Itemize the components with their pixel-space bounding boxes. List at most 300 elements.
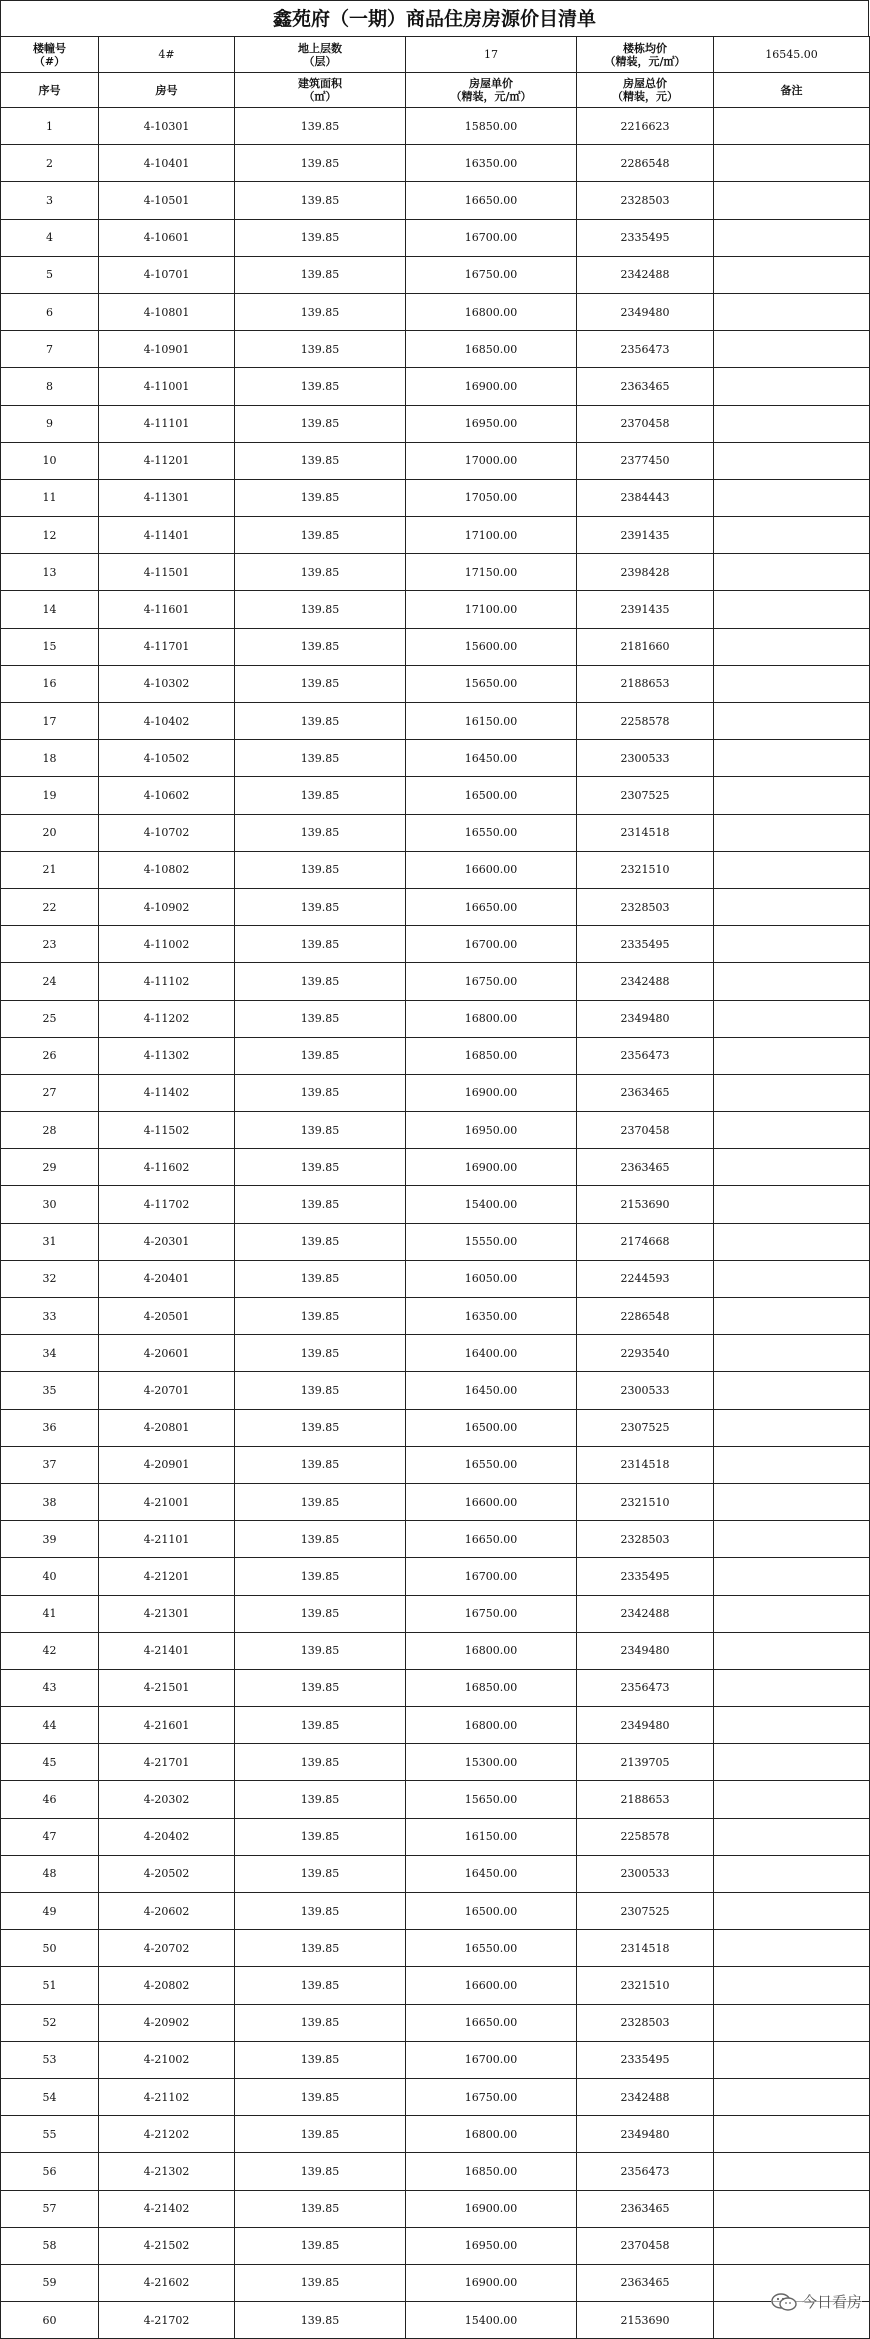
remarks-cell <box>714 1483 870 1520</box>
row-index-cell: 24 <box>1 963 99 1000</box>
table-row <box>1 814 870 851</box>
row-index-cell: 6 <box>1 293 99 330</box>
room-number-cell: 4-11201 <box>99 442 235 479</box>
total-price-cell: 2391435 <box>577 591 714 628</box>
total-price-cell: 2349480 <box>577 1707 714 1744</box>
total-price-cell: 2398428 <box>577 554 714 591</box>
unit-price-cell: 16900.00 <box>406 2264 577 2301</box>
room-number-cell: 4-10501 <box>99 182 235 219</box>
room-number-cell: 4-10801 <box>99 293 235 330</box>
table-row <box>1 517 870 554</box>
total-price-cell: 2335495 <box>577 219 714 256</box>
total-price-cell: 2370458 <box>577 1112 714 1149</box>
sheet-title: 鑫苑府（一期）商品住房房源价目清单 <box>0 0 869 36</box>
remarks-cell <box>714 1409 870 1446</box>
remarks-cell <box>714 1000 870 1037</box>
floor-area-cell: 139.85 <box>235 108 406 145</box>
floor-area-cell: 139.85 <box>235 926 406 963</box>
row-index-cell: 41 <box>1 1595 99 1632</box>
unit-price-cell: 15650.00 <box>406 665 577 702</box>
table-row <box>1 1112 870 1149</box>
table-row <box>1 1744 870 1781</box>
floor-area-cell: 139.85 <box>235 1000 406 1037</box>
table-row <box>1 740 870 777</box>
floor-area-cell: 139.85 <box>235 1372 406 1409</box>
floor-area-cell: 139.85 <box>235 963 406 1000</box>
total-price-cell: 2335495 <box>577 926 714 963</box>
row-index-cell: 3 <box>1 182 99 219</box>
remarks-cell <box>714 1781 870 1818</box>
row-index-cell: 39 <box>1 1521 99 1558</box>
room-number-cell: 4-10602 <box>99 777 235 814</box>
unit-price-cell: 16900.00 <box>406 2190 577 2227</box>
total-price-cell: 2342488 <box>577 256 714 293</box>
room-number-cell: 4-11702 <box>99 1186 235 1223</box>
table-row <box>1 1707 870 1744</box>
table-row <box>1 665 870 702</box>
floor-area-cell: 139.85 <box>235 2078 406 2115</box>
row-index-cell: 33 <box>1 1298 99 1335</box>
floor-area-cell: 139.85 <box>235 368 406 405</box>
total-price-cell: 2363465 <box>577 1074 714 1111</box>
remarks-cell <box>714 1521 870 1558</box>
floor-area-cell: 139.85 <box>235 405 406 442</box>
row-index-cell: 16 <box>1 665 99 702</box>
table-row <box>1 1037 870 1074</box>
table-row <box>1 2041 870 2078</box>
row-index-cell: 54 <box>1 2078 99 2115</box>
unit-price-cell: 16550.00 <box>406 814 577 851</box>
remarks-cell <box>714 777 870 814</box>
total-price-cell: 2335495 <box>577 2041 714 2078</box>
remarks-cell <box>714 1260 870 1297</box>
total-price-cell: 2286548 <box>577 145 714 182</box>
table-row <box>1 628 870 665</box>
row-index-cell: 34 <box>1 1335 99 1372</box>
unit-price-cell: 16850.00 <box>406 1669 577 1706</box>
wechat-icon <box>771 2293 797 2311</box>
table-row <box>1 1558 870 1595</box>
floor-area-cell: 139.85 <box>235 2264 406 2301</box>
remarks-cell <box>714 517 870 554</box>
room-number-cell: 4-21401 <box>99 1632 235 1669</box>
total-price-cell: 2370458 <box>577 405 714 442</box>
remarks-cell <box>714 1967 870 2004</box>
total-price-cell: 2286548 <box>577 1298 714 1335</box>
floor-area-cell: 139.85 <box>235 182 406 219</box>
row-index-cell: 30 <box>1 1186 99 1223</box>
total-price-cell: 2300533 <box>577 740 714 777</box>
floor-area-cell: 139.85 <box>235 703 406 740</box>
total-price-cell: 2307525 <box>577 777 714 814</box>
total-price-cell: 2328503 <box>577 1521 714 1558</box>
floor-area-cell: 139.85 <box>235 442 406 479</box>
unit-price-cell: 17000.00 <box>406 442 577 479</box>
remarks-cell <box>714 182 870 219</box>
room-number-cell: 4-11602 <box>99 1149 235 1186</box>
room-number-cell: 4-11502 <box>99 1112 235 1149</box>
total-price-cell: 2153690 <box>577 2302 714 2339</box>
unit-price-cell: 16800.00 <box>406 1632 577 1669</box>
room-number-cell: 4-10402 <box>99 703 235 740</box>
remarks-cell <box>714 1595 870 1632</box>
row-index-cell: 31 <box>1 1223 99 1260</box>
row-index-cell: 4 <box>1 219 99 256</box>
room-number-cell: 4-10502 <box>99 740 235 777</box>
watermark <box>771 2291 862 2312</box>
floor-area-cell: 139.85 <box>235 1186 406 1223</box>
room-number-cell: 4-10401 <box>99 145 235 182</box>
row-index-cell: 19 <box>1 777 99 814</box>
room-number-cell: 4-21602 <box>99 2264 235 2301</box>
room-number-cell: 4-20601 <box>99 1335 235 1372</box>
row-index-cell: 15 <box>1 628 99 665</box>
remarks-cell <box>714 2004 870 2041</box>
room-number-cell: 4-20401 <box>99 1260 235 1297</box>
table-row <box>1 1893 870 1930</box>
remarks-cell <box>714 1186 870 1223</box>
row-index-cell: 38 <box>1 1483 99 1520</box>
row-index-cell: 60 <box>1 2302 99 2339</box>
row-index-cell: 43 <box>1 1669 99 1706</box>
row-index-cell: 35 <box>1 1372 99 1409</box>
row-index-cell: 59 <box>1 2264 99 2301</box>
row-index-cell: 7 <box>1 331 99 368</box>
unit-price-cell: 16650.00 <box>406 2004 577 2041</box>
room-number-cell: 4-21102 <box>99 2078 235 2115</box>
unit-price-cell: 15400.00 <box>406 2302 577 2339</box>
remarks-cell <box>714 219 870 256</box>
floor-area-cell: 139.85 <box>235 2041 406 2078</box>
remarks-cell <box>714 1149 870 1186</box>
unit-price-cell: 16450.00 <box>406 740 577 777</box>
table-row <box>1 219 870 256</box>
unit-price-cell: 17100.00 <box>406 517 577 554</box>
total-price-cell: 2314518 <box>577 814 714 851</box>
row-index-cell: 52 <box>1 2004 99 2041</box>
table-row <box>1 1298 870 1335</box>
table-row <box>1 368 870 405</box>
floor-area-cell: 139.85 <box>235 517 406 554</box>
row-index-cell: 17 <box>1 703 99 740</box>
remarks-cell <box>714 926 870 963</box>
room-number-cell: 4-11501 <box>99 554 235 591</box>
total-price-cell: 2328503 <box>577 888 714 925</box>
remarks-cell <box>714 1446 870 1483</box>
floor-area-cell: 139.85 <box>235 1483 406 1520</box>
table-row <box>1 1632 870 1669</box>
room-number-cell: 4-20602 <box>99 1893 235 1930</box>
total-price-cell: 2258578 <box>577 1818 714 1855</box>
floor-area-cell: 139.85 <box>235 2116 406 2153</box>
room-number-cell: 4-21502 <box>99 2227 235 2264</box>
unit-price-cell: 16900.00 <box>406 1074 577 1111</box>
table-row <box>1 2264 870 2301</box>
total-price-cell: 2300533 <box>577 1855 714 1892</box>
remarks-cell <box>714 2227 870 2264</box>
total-price-cell: 2321510 <box>577 1967 714 2004</box>
table-row <box>1 1372 870 1409</box>
floor-area-cell: 139.85 <box>235 1446 406 1483</box>
room-number-cell: 4-21002 <box>99 2041 235 2078</box>
column-header-remarks: 备注 <box>714 73 870 108</box>
floors-label: 地上层数 （层） <box>235 37 406 73</box>
row-index-cell: 2 <box>1 145 99 182</box>
room-number-cell: 4-20501 <box>99 1298 235 1335</box>
unit-price-cell: 16650.00 <box>406 888 577 925</box>
floor-area-cell: 139.85 <box>235 1855 406 1892</box>
room-number-cell: 4-11401 <box>99 517 235 554</box>
unit-price-cell: 16400.00 <box>406 1335 577 1372</box>
room-number-cell: 4-21001 <box>99 1483 235 1520</box>
row-index-cell: 40 <box>1 1558 99 1595</box>
total-price-cell: 2328503 <box>577 182 714 219</box>
remarks-cell <box>714 1669 870 1706</box>
row-index-cell: 48 <box>1 1855 99 1892</box>
remarks-cell <box>714 2041 870 2078</box>
room-number-cell: 4-20801 <box>99 1409 235 1446</box>
table-row <box>1 1967 870 2004</box>
table-row <box>1 1074 870 1111</box>
room-number-cell: 4-20402 <box>99 1818 235 1855</box>
unit-price-cell: 16500.00 <box>406 777 577 814</box>
row-index-cell: 21 <box>1 851 99 888</box>
floor-area-cell: 139.85 <box>235 219 406 256</box>
remarks-cell <box>714 554 870 591</box>
remarks-cell <box>714 1335 870 1372</box>
table-row <box>1 2078 870 2115</box>
room-number-cell: 4-11302 <box>99 1037 235 1074</box>
total-price-cell: 2356473 <box>577 331 714 368</box>
building-info-row <box>1 37 870 73</box>
row-index-cell: 55 <box>1 2116 99 2153</box>
remarks-cell <box>714 1372 870 1409</box>
row-index-cell: 51 <box>1 1967 99 2004</box>
unit-price-cell: 16150.00 <box>406 703 577 740</box>
total-price-cell: 2384443 <box>577 479 714 516</box>
floor-area-cell: 139.85 <box>235 1521 406 1558</box>
unit-price-cell: 16050.00 <box>406 1260 577 1297</box>
floor-area-cell: 139.85 <box>235 1335 406 1372</box>
unit-price-cell: 16600.00 <box>406 851 577 888</box>
remarks-cell <box>714 405 870 442</box>
remarks-cell <box>714 479 870 516</box>
row-index-cell: 45 <box>1 1744 99 1781</box>
row-index-cell: 53 <box>1 2041 99 2078</box>
total-price-cell: 2363465 <box>577 1149 714 1186</box>
room-number-cell: 4-20702 <box>99 1930 235 1967</box>
remarks-cell <box>714 331 870 368</box>
total-price-cell: 2377450 <box>577 442 714 479</box>
table-row <box>1 1595 870 1632</box>
average-price-value: 16545.00 <box>714 37 870 73</box>
average-price-label: 楼栋均价 （精装，元/㎡） <box>577 37 714 73</box>
row-index-cell: 44 <box>1 1707 99 1744</box>
table-row <box>1 1409 870 1446</box>
table-row <box>1 2153 870 2190</box>
unit-price-cell: 16650.00 <box>406 1521 577 1558</box>
total-price-cell: 2363465 <box>577 368 714 405</box>
floor-area-cell: 139.85 <box>235 814 406 851</box>
remarks-cell <box>714 814 870 851</box>
room-number-cell: 4-20502 <box>99 1855 235 1892</box>
column-header-unit-price: 房屋单价 （精装，元/㎡） <box>406 73 577 108</box>
remarks-cell <box>714 1558 870 1595</box>
total-price-cell: 2153690 <box>577 1186 714 1223</box>
floor-area-cell: 139.85 <box>235 2227 406 2264</box>
column-header-total-price: 房屋总价 （精装，元） <box>577 73 714 108</box>
unit-price-cell: 15550.00 <box>406 1223 577 1260</box>
remarks-cell <box>714 2190 870 2227</box>
unit-price-cell: 16800.00 <box>406 1707 577 1744</box>
price-table-body <box>1 108 870 2339</box>
remarks-cell <box>714 2078 870 2115</box>
table-row <box>1 256 870 293</box>
table-row <box>1 1149 870 1186</box>
row-index-cell: 8 <box>1 368 99 405</box>
floor-area-cell: 139.85 <box>235 1707 406 1744</box>
total-price-cell: 2188653 <box>577 665 714 702</box>
row-index-cell: 49 <box>1 1893 99 1930</box>
floor-area-cell: 139.85 <box>235 2302 406 2339</box>
total-price-cell: 2244593 <box>577 1260 714 1297</box>
table-row <box>1 2302 870 2339</box>
remarks-cell <box>714 1112 870 1149</box>
remarks-cell <box>714 628 870 665</box>
total-price-cell: 2349480 <box>577 1632 714 1669</box>
column-header-area: 建筑面积 （㎡） <box>235 73 406 108</box>
row-index-cell: 5 <box>1 256 99 293</box>
room-number-cell: 4-10902 <box>99 888 235 925</box>
remarks-cell <box>714 665 870 702</box>
room-number-cell: 4-11701 <box>99 628 235 665</box>
table-row <box>1 1446 870 1483</box>
table-row <box>1 2227 870 2264</box>
floor-area-cell: 139.85 <box>235 1595 406 1632</box>
column-header-row <box>1 73 870 108</box>
floor-area-cell: 139.85 <box>235 1074 406 1111</box>
floor-area-cell: 139.85 <box>235 1818 406 1855</box>
column-header-index: 序号 <box>1 73 99 108</box>
room-number-cell: 4-20302 <box>99 1781 235 1818</box>
total-price-cell: 2349480 <box>577 1000 714 1037</box>
room-number-cell: 4-10702 <box>99 814 235 851</box>
table-row <box>1 851 870 888</box>
floor-area-cell: 139.85 <box>235 888 406 925</box>
row-index-cell: 1 <box>1 108 99 145</box>
total-price-cell: 2356473 <box>577 1037 714 1074</box>
unit-price-cell: 16500.00 <box>406 1409 577 1446</box>
room-number-cell: 4-10302 <box>99 665 235 702</box>
total-price-cell: 2370458 <box>577 2227 714 2264</box>
room-number-cell: 4-21101 <box>99 1521 235 1558</box>
unit-price-cell: 16800.00 <box>406 293 577 330</box>
table-row <box>1 777 870 814</box>
floor-area-cell: 139.85 <box>235 777 406 814</box>
table-row <box>1 293 870 330</box>
room-number-cell: 4-11101 <box>99 405 235 442</box>
total-price-cell: 2314518 <box>577 1930 714 1967</box>
row-index-cell: 20 <box>1 814 99 851</box>
floor-area-cell: 139.85 <box>235 256 406 293</box>
table-row <box>1 703 870 740</box>
table-row <box>1 2004 870 2041</box>
row-index-cell: 11 <box>1 479 99 516</box>
floor-area-cell: 139.85 <box>235 2153 406 2190</box>
table-row <box>1 554 870 591</box>
unit-price-cell: 16750.00 <box>406 1595 577 1632</box>
unit-price-cell: 16700.00 <box>406 2041 577 2078</box>
total-price-cell: 2356473 <box>577 1669 714 1706</box>
table-row <box>1 1855 870 1892</box>
room-number-cell: 4-21501 <box>99 1669 235 1706</box>
row-index-cell: 58 <box>1 2227 99 2264</box>
floor-area-cell: 139.85 <box>235 1781 406 1818</box>
row-index-cell: 25 <box>1 1000 99 1037</box>
table-row <box>1 1818 870 1855</box>
total-price-cell: 2307525 <box>577 1893 714 1930</box>
unit-price-cell: 16750.00 <box>406 963 577 1000</box>
remarks-cell <box>714 703 870 740</box>
row-index-cell: 18 <box>1 740 99 777</box>
unit-price-cell: 16700.00 <box>406 926 577 963</box>
table-row <box>1 1335 870 1372</box>
floor-area-cell: 139.85 <box>235 145 406 182</box>
room-number-cell: 4-21201 <box>99 1558 235 1595</box>
row-index-cell: 37 <box>1 1446 99 1483</box>
unit-price-cell: 16850.00 <box>406 1037 577 1074</box>
total-price-cell: 2314518 <box>577 1446 714 1483</box>
total-price-cell: 2342488 <box>577 963 714 1000</box>
unit-price-cell: 16750.00 <box>406 2078 577 2115</box>
remarks-cell <box>714 1074 870 1111</box>
room-number-cell: 4-21402 <box>99 2190 235 2227</box>
room-number-cell: 4-21601 <box>99 1707 235 1744</box>
room-number-cell: 4-11102 <box>99 963 235 1000</box>
floor-area-cell: 139.85 <box>235 2190 406 2227</box>
remarks-cell <box>714 1744 870 1781</box>
room-number-cell: 4-20901 <box>99 1446 235 1483</box>
floor-area-cell: 139.85 <box>235 1037 406 1074</box>
remarks-cell <box>714 1632 870 1669</box>
room-number-cell: 4-11202 <box>99 1000 235 1037</box>
unit-price-cell: 16550.00 <box>406 1930 577 1967</box>
remarks-cell <box>714 1855 870 1892</box>
table-row <box>1 2116 870 2153</box>
unit-price-cell: 15300.00 <box>406 1744 577 1781</box>
total-price-cell: 2342488 <box>577 1595 714 1632</box>
unit-price-cell: 16350.00 <box>406 1298 577 1335</box>
total-price-cell: 2335495 <box>577 1558 714 1595</box>
floor-area-cell: 139.85 <box>235 1669 406 1706</box>
remarks-cell <box>714 1818 870 1855</box>
price-table <box>0 36 870 2339</box>
floor-area-cell: 139.85 <box>235 2004 406 2041</box>
remarks-cell <box>714 1223 870 1260</box>
row-index-cell: 57 <box>1 2190 99 2227</box>
unit-price-cell: 16350.00 <box>406 145 577 182</box>
row-index-cell: 36 <box>1 1409 99 1446</box>
floor-area-cell: 139.85 <box>235 1298 406 1335</box>
total-price-cell: 2258578 <box>577 703 714 740</box>
table-row <box>1 442 870 479</box>
unit-price-cell: 15850.00 <box>406 108 577 145</box>
floor-area-cell: 139.85 <box>235 851 406 888</box>
remarks-cell <box>714 740 870 777</box>
table-row <box>1 331 870 368</box>
room-number-cell: 4-21302 <box>99 2153 235 2190</box>
total-price-cell: 2188653 <box>577 1781 714 1818</box>
